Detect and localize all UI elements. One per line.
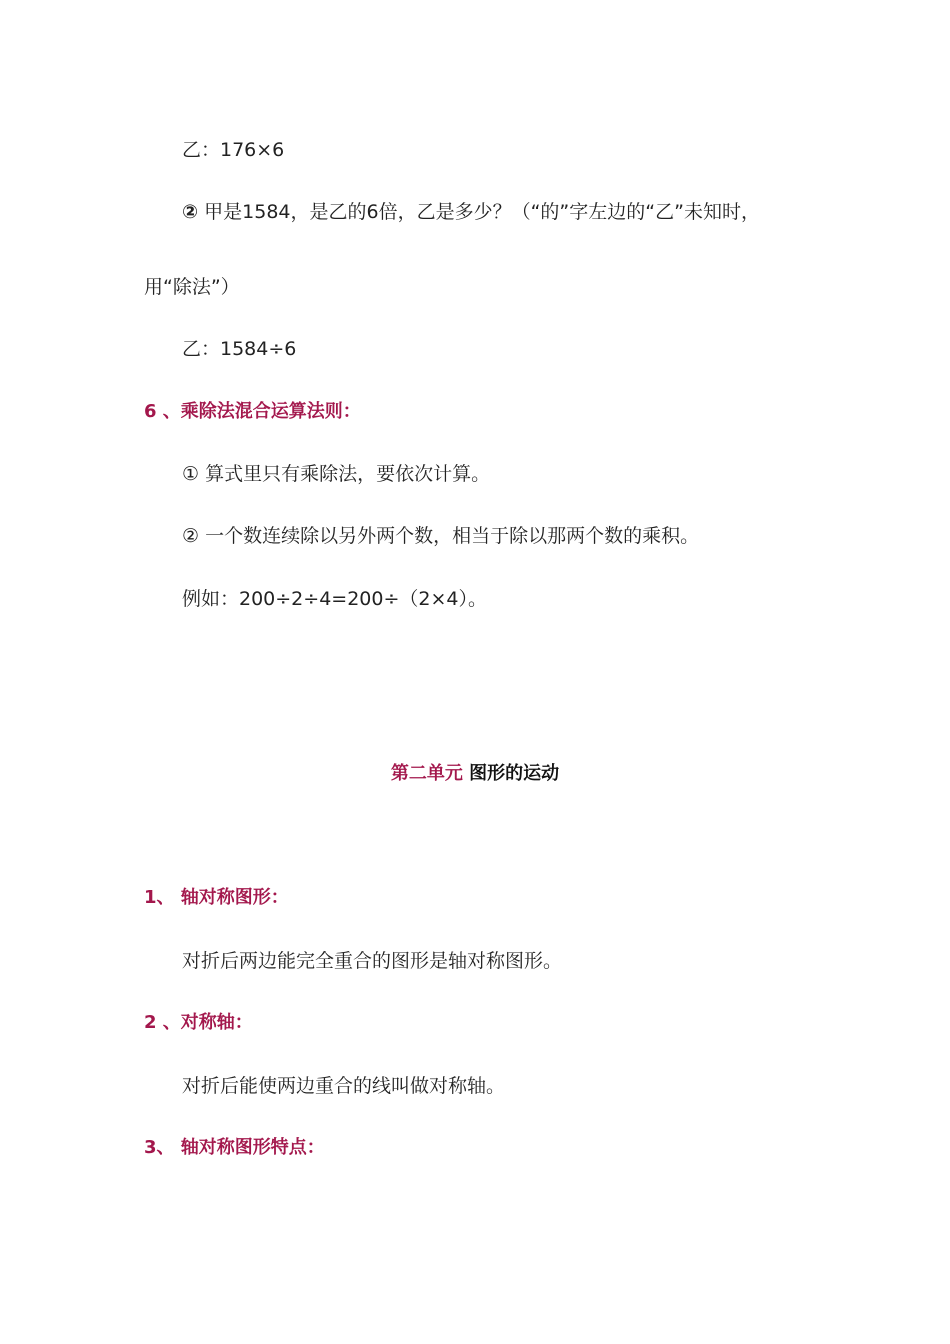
yi-multiplication-line: 乙：176×6 (182, 139, 285, 161)
question-2-line (182, 199, 760, 225)
yi-division-line: 乙：1584÷6 (182, 338, 297, 360)
section-6-heading: 6 、乘除法混合运算法则： (144, 401, 361, 422)
unit-2-label: 第二单元 (390, 763, 463, 784)
circled-number-2: ② (182, 201, 199, 223)
rule-1-text: ① 算式里只有乘除法，要依次计算。 (182, 463, 491, 485)
unit-2-title (0, 761, 950, 787)
question-2-text: 甲是1584，是乙的6倍，乙是多少？（“的”字左边的“乙”未知时， (204, 201, 760, 223)
example-text: 例如：200÷2÷4=200÷（2×4）。 (182, 588, 487, 610)
question-2-continuation: 用“除法”） (144, 276, 240, 298)
unit-2-name: 图形的运动 (469, 763, 560, 784)
unit-2-item-1-heading: 1、 轴对称图形： (144, 887, 289, 908)
unit-2-item-2-heading: 2 、对称轴： (144, 1012, 253, 1033)
unit-2-item-2-body: 对折后能使两边重合的线叫做对称轴。 (182, 1075, 506, 1097)
unit-2-item-3-heading: 3、 轴对称图形特点： (144, 1137, 325, 1158)
rule-2-text: ② 一个数连续除以另外两个数，相当于除以那两个数的乘积。 (182, 525, 700, 547)
unit-2-item-1-body: 对折后两边能完全重合的图形是轴对称图形。 (182, 950, 563, 972)
